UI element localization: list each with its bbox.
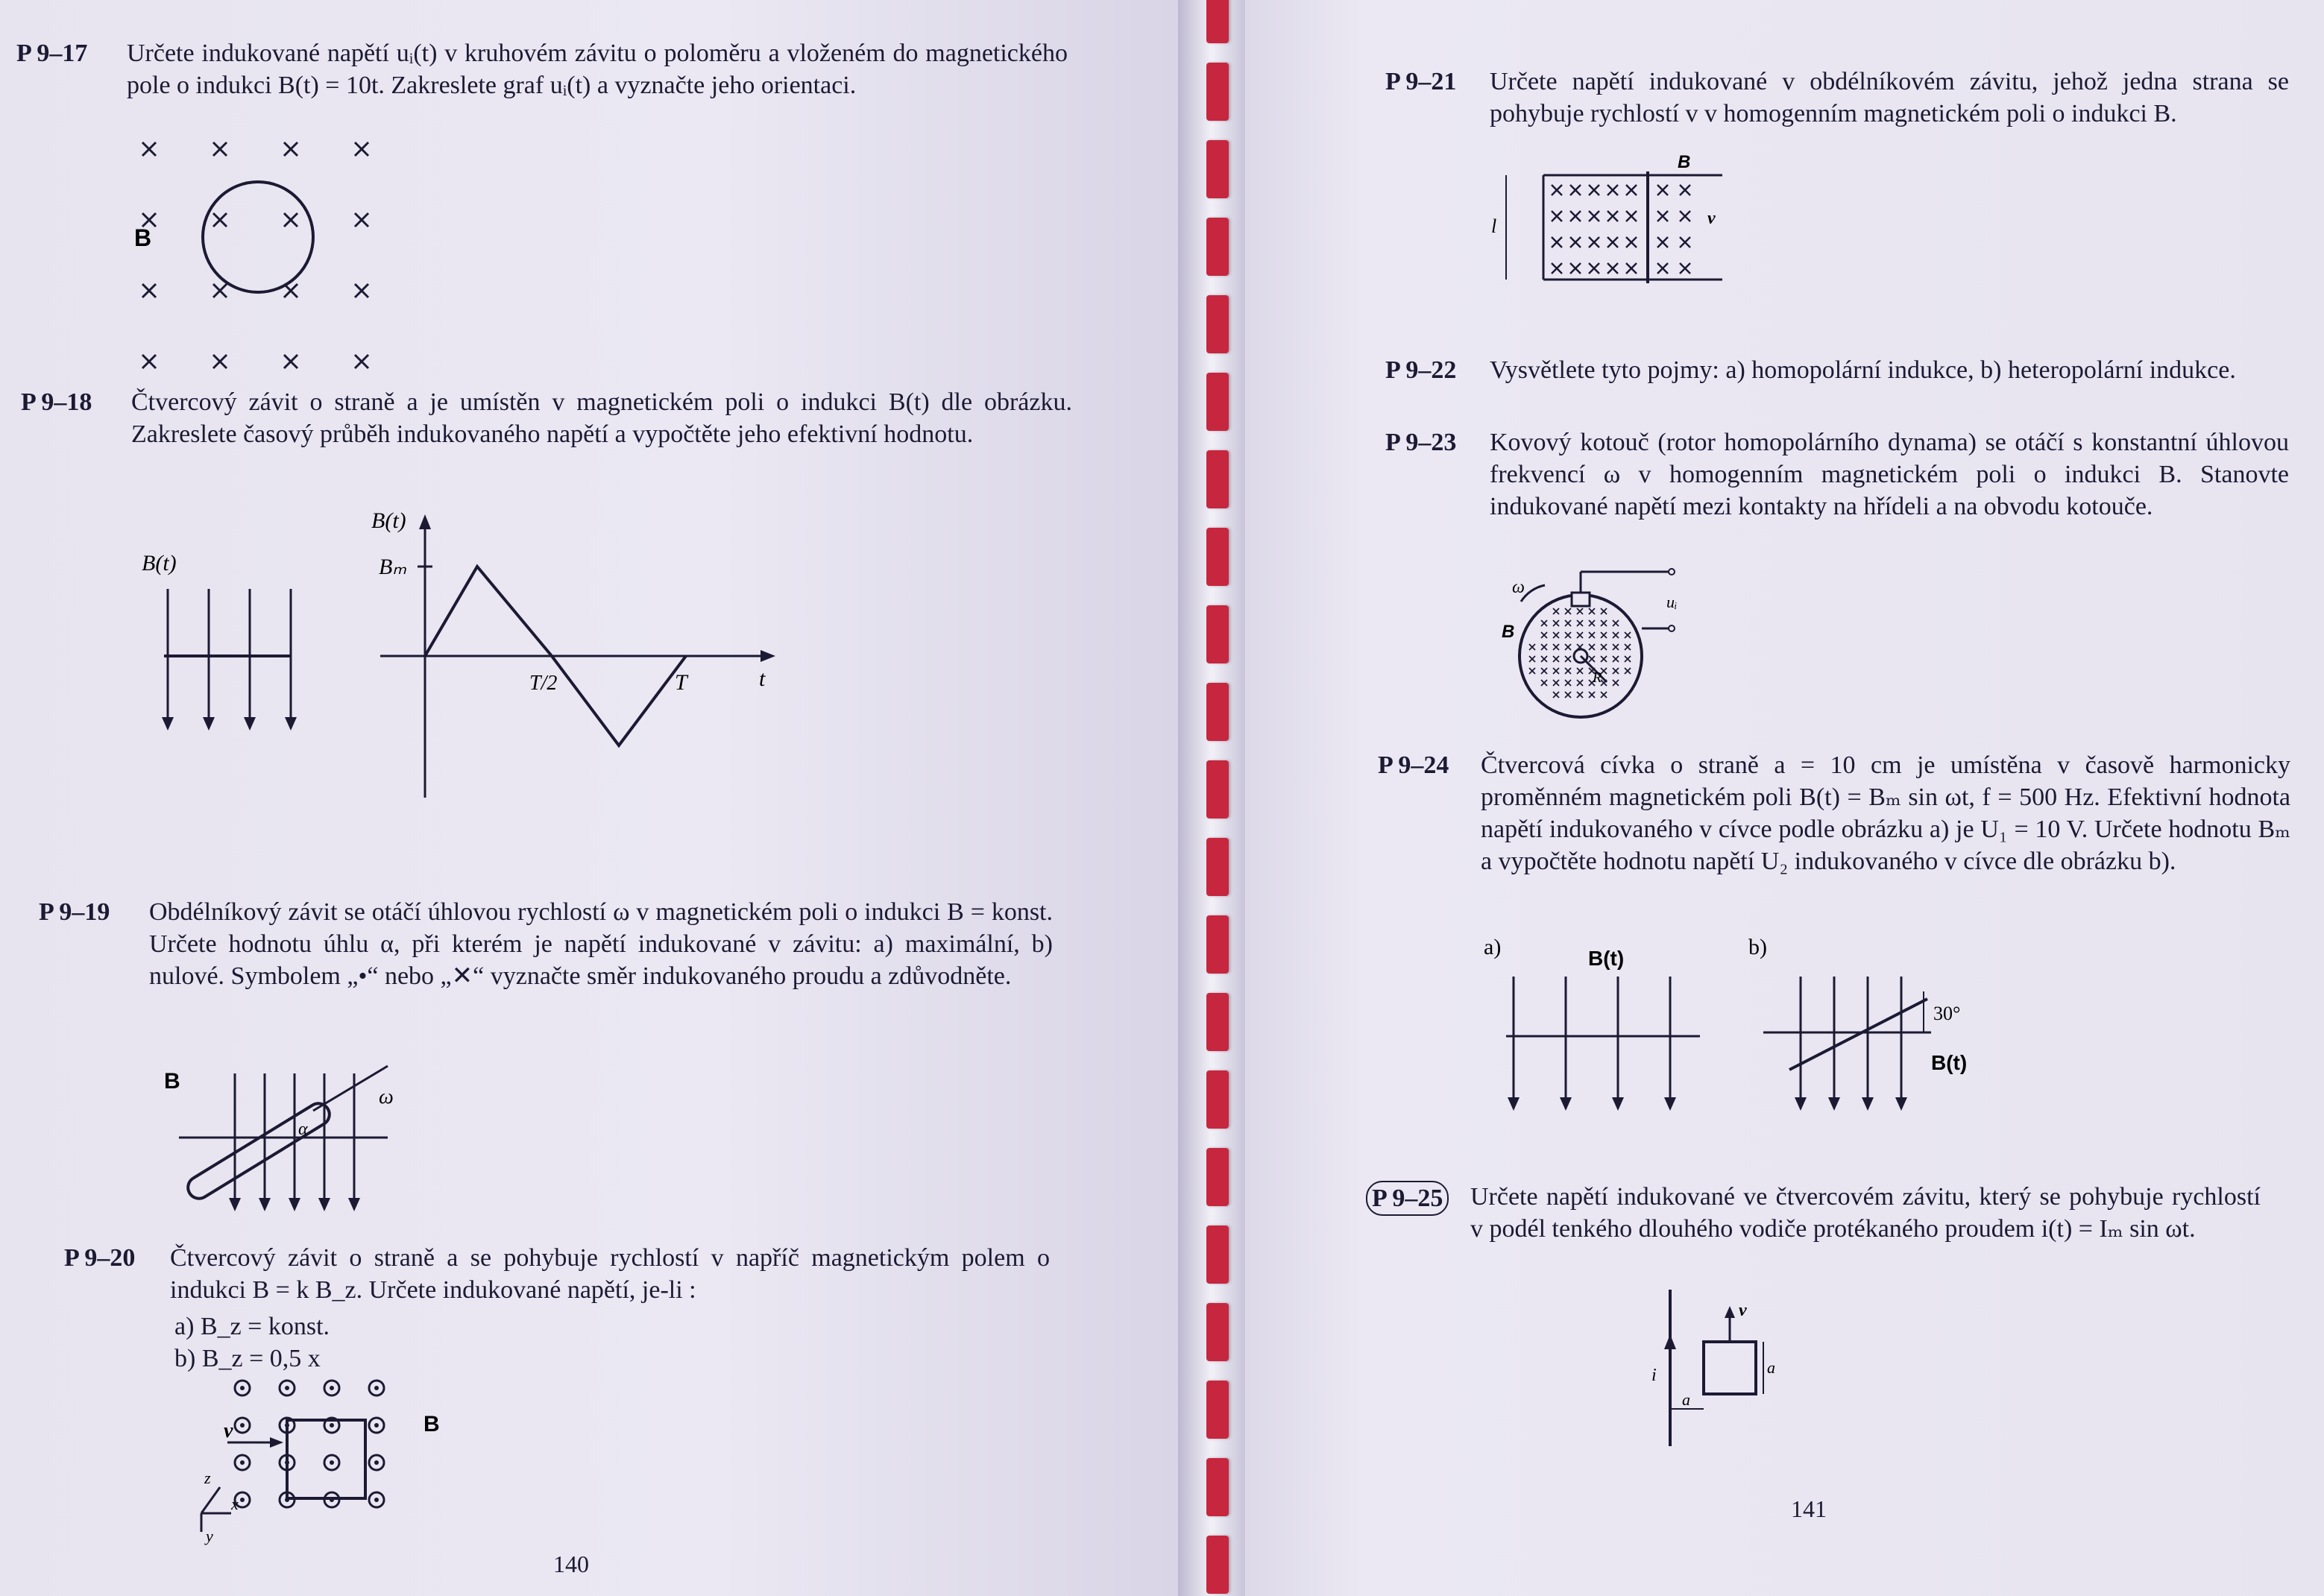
terminal-1 bbox=[1669, 569, 1675, 575]
problem-number: P 9–17 bbox=[16, 40, 88, 67]
field-dot-center bbox=[240, 1386, 245, 1390]
field-arrows-b bbox=[1795, 977, 1907, 1111]
binding-coil bbox=[1206, 450, 1229, 508]
binding-coil bbox=[1206, 140, 1229, 198]
field-arrowhead bbox=[318, 1198, 330, 1211]
binding-coil bbox=[1206, 760, 1229, 818]
field-dot-center bbox=[374, 1423, 379, 1428]
field-dot-center bbox=[240, 1498, 245, 1502]
z-label: z bbox=[204, 1469, 211, 1487]
z-axis bbox=[201, 1487, 220, 1513]
problem-text: Čtvercový závit o straně a se pohybuje rychlostí v napříč magnetickým polem o indukci B = k B_z. Určete indukované napětí, je-li : bbox=[170, 1244, 1050, 1304]
figure-9-23 bbox=[1491, 563, 1715, 712]
velocity-label: v bbox=[1707, 209, 1716, 228]
binding-coil bbox=[1206, 993, 1229, 1051]
option-a: a) B_z = konst. bbox=[174, 1313, 330, 1340]
page-number-left: 140 bbox=[553, 1551, 589, 1577]
omega-label: ω bbox=[1512, 578, 1525, 597]
field-label-a: B(t) bbox=[1588, 947, 1625, 970]
field-dot-center bbox=[240, 1460, 245, 1465]
field-arrowhead bbox=[1828, 1097, 1840, 1111]
field-dot-center bbox=[330, 1386, 334, 1390]
omega-label: ω bbox=[379, 1085, 394, 1108]
binding-coil bbox=[1206, 1070, 1229, 1129]
problem-number: P 9–24 bbox=[1378, 751, 1449, 779]
field-arrowhead bbox=[229, 1198, 241, 1211]
figure-9-20 bbox=[186, 1379, 455, 1543]
field-arrows bbox=[162, 589, 297, 731]
field-crosses bbox=[142, 142, 368, 368]
field-arrowhead bbox=[1560, 1097, 1572, 1111]
binding-coil bbox=[1206, 295, 1229, 353]
field-dot-center bbox=[330, 1460, 334, 1465]
binding-coil bbox=[1206, 683, 1229, 741]
field-label-b: B(t) bbox=[1931, 1051, 1968, 1074]
rotating-loop bbox=[188, 1103, 330, 1199]
velocity-arrowhead bbox=[270, 1437, 283, 1448]
field-label: B bbox=[164, 1069, 180, 1094]
figure-9-25 bbox=[1625, 1290, 1804, 1454]
binding-coil bbox=[1206, 605, 1229, 663]
y-axis-arrow bbox=[419, 514, 431, 529]
problem-number: P 9–18 bbox=[21, 388, 92, 416]
problem-number: P 9–25 bbox=[1366, 1181, 1449, 1216]
field-label: B(t) bbox=[142, 551, 177, 575]
velocity-label: v bbox=[1739, 1301, 1747, 1320]
problem-text: Čtvercová cívka o straně a = 10 cm je umístěna v časově harmonicky proměnném magnetickém poli B(t) = Bₘ sin ωt, f = 500 Hz. Efektivní hodnota napětí indukovaného v cívce podle obrázku a) je U₁ = 10 V. Určete hodnotu Bₘ a vypočtěte hodnotu napětí U₂ indukovaného v cívce dle obrázku b). bbox=[1481, 751, 2290, 875]
binding-coil bbox=[1206, 1458, 1229, 1516]
binding-coil bbox=[1206, 0, 1229, 43]
period-label: T bbox=[675, 670, 687, 695]
field-arrowhead bbox=[285, 717, 297, 731]
field-arrowhead bbox=[1895, 1097, 1907, 1111]
side-label: a bbox=[1767, 1358, 1775, 1377]
alpha-label: α bbox=[298, 1120, 308, 1139]
problem-number: P 9–23 bbox=[1385, 429, 1457, 456]
binding-coil bbox=[1206, 1536, 1229, 1594]
field-arrowhead bbox=[1508, 1097, 1520, 1111]
half-period-label: T/2 bbox=[529, 672, 558, 695]
problem-text: Určete napětí indukované ve čtvercovém závitu, který se pohybuje rychlostí v podél tenkého dlouhého vodiče protékaného proudem i(t) = Iₘ sin ωt. bbox=[1470, 1183, 2261, 1243]
problem-text: Vysvětlete tyto pojmy: a) homopolární indukce, b) heteropolární indukce. bbox=[1490, 356, 2236, 384]
binding-coil bbox=[1206, 63, 1229, 121]
problem-number: P 9–21 bbox=[1385, 68, 1457, 95]
field-arrowhead bbox=[1862, 1097, 1874, 1111]
y-label: y bbox=[206, 1527, 213, 1545]
figure-9-18 bbox=[134, 507, 805, 798]
binding-coil bbox=[1206, 1226, 1229, 1284]
figure-9-17 bbox=[127, 134, 410, 350]
binding-coil bbox=[1206, 1381, 1229, 1439]
binding-coil bbox=[1206, 838, 1229, 896]
field-dot-center bbox=[240, 1423, 245, 1428]
field-arrowhead bbox=[244, 717, 256, 731]
terminal-2 bbox=[1669, 625, 1675, 631]
field-arrowhead bbox=[203, 717, 215, 731]
field-dot-center bbox=[374, 1498, 379, 1502]
field-arrowhead bbox=[1795, 1097, 1807, 1111]
length-label: l bbox=[1491, 215, 1497, 237]
current-label: i bbox=[1651, 1366, 1657, 1385]
field-label: B bbox=[1678, 152, 1691, 172]
page-number-right: 141 bbox=[1791, 1495, 1827, 1522]
field-arrowhead bbox=[162, 717, 174, 731]
problem-text: Čtvercový závit o straně a je umístěn v magnetickém poli o indukci B(t) dle obrázku. Zakreslete časový průběh indukovaného napětí a vypočtěte jeho efektivní hodnotu. bbox=[131, 388, 1072, 448]
binding-coil bbox=[1206, 915, 1229, 974]
problem-number: P 9–22 bbox=[1385, 356, 1457, 384]
binding-coil bbox=[1206, 1303, 1229, 1361]
axis-label: B(t) bbox=[371, 508, 406, 533]
problem-text: Kovový kotouč (rotor homopolárního dynama) se otáčí s konstantní úhlovou frekvencí ω v homogenním magnetickém poli o indukci B. Stanovte indukované napětí mezi kontakty na hřídeli a na obvodu kotouče. bbox=[1490, 429, 2289, 520]
problem-number: P 9–20 bbox=[64, 1244, 136, 1272]
radius-label: R bbox=[1593, 669, 1602, 686]
option-b: b) B_z = 0,5 x bbox=[174, 1345, 321, 1372]
problem-text: Určete napětí indukované v obdélníkovém závitu, jehož jedna strana se pohybuje rychlostí v v homogenním magnetickém poli o indukci B. bbox=[1490, 68, 2289, 127]
voltage-label: uᵢ bbox=[1666, 593, 1678, 611]
fig-a-label: a) bbox=[1484, 935, 1502, 959]
options bbox=[174, 1310, 330, 1375]
field-arrowhead bbox=[1664, 1097, 1676, 1111]
field-arrowhead bbox=[1612, 1097, 1624, 1111]
field-label: B bbox=[134, 224, 152, 251]
field-arrowhead bbox=[348, 1198, 360, 1211]
problem-text: Obdélníkový závit se otáčí úhlovou rychlostí ω v magnetickém poli o indukci B = konst. Určete hodnotu úhlu α, při kterém je napětí indukované v závitu: a) maximální, b) nulové. Symbolem „•“ nebo „✕“ vyznačte směr indukovaného proudu a zdůvodněte. bbox=[149, 898, 1053, 990]
x-axis-arrow bbox=[761, 650, 775, 662]
field-dot-center bbox=[374, 1386, 379, 1390]
field-dot-center bbox=[330, 1423, 334, 1428]
circular-loop bbox=[203, 182, 313, 292]
field-arrows-a bbox=[1508, 977, 1676, 1111]
coil-b bbox=[1789, 999, 1927, 1070]
field-label: B bbox=[423, 1412, 440, 1436]
binding-coil bbox=[1206, 528, 1229, 586]
binding-coil bbox=[1206, 1148, 1229, 1206]
field-dots bbox=[235, 1381, 384, 1507]
field-dot-center bbox=[374, 1460, 379, 1465]
bm-label: Bₘ bbox=[379, 555, 407, 579]
field-arrowhead bbox=[259, 1198, 271, 1211]
velocity-label: v bbox=[224, 1419, 233, 1442]
field-crosses bbox=[1552, 185, 1690, 274]
field-dot-center bbox=[285, 1386, 289, 1390]
shaft-contact bbox=[1572, 593, 1590, 606]
figure-9-19 bbox=[164, 1059, 410, 1223]
binding-coil bbox=[1206, 218, 1229, 276]
angle-label: 30° bbox=[1933, 1003, 1961, 1024]
field-label: B bbox=[1502, 622, 1515, 642]
square-loop bbox=[1704, 1342, 1756, 1394]
velocity-arrowhead bbox=[1725, 1306, 1735, 1318]
field-arrowhead bbox=[289, 1198, 300, 1211]
figure-9-24 bbox=[1484, 932, 1976, 1118]
binding-coil bbox=[1206, 373, 1229, 431]
time-label: t bbox=[759, 666, 766, 691]
figure-9-21 bbox=[1491, 149, 1737, 291]
distance-label: a bbox=[1682, 1390, 1690, 1409]
current-arrow bbox=[1664, 1334, 1676, 1349]
problem-text: Určete indukované napětí uᵢ(t) v kruhovém závitu o poloměru a vloženém do magnetického pole o indukci B(t) = 10t. Zakreslete graf uᵢ(t) a vyznačte jeho orientaci. bbox=[127, 40, 1068, 99]
fig-b-label: b) bbox=[1748, 935, 1767, 959]
x-label: x bbox=[231, 1495, 239, 1513]
problem-number: P 9–19 bbox=[39, 898, 110, 926]
